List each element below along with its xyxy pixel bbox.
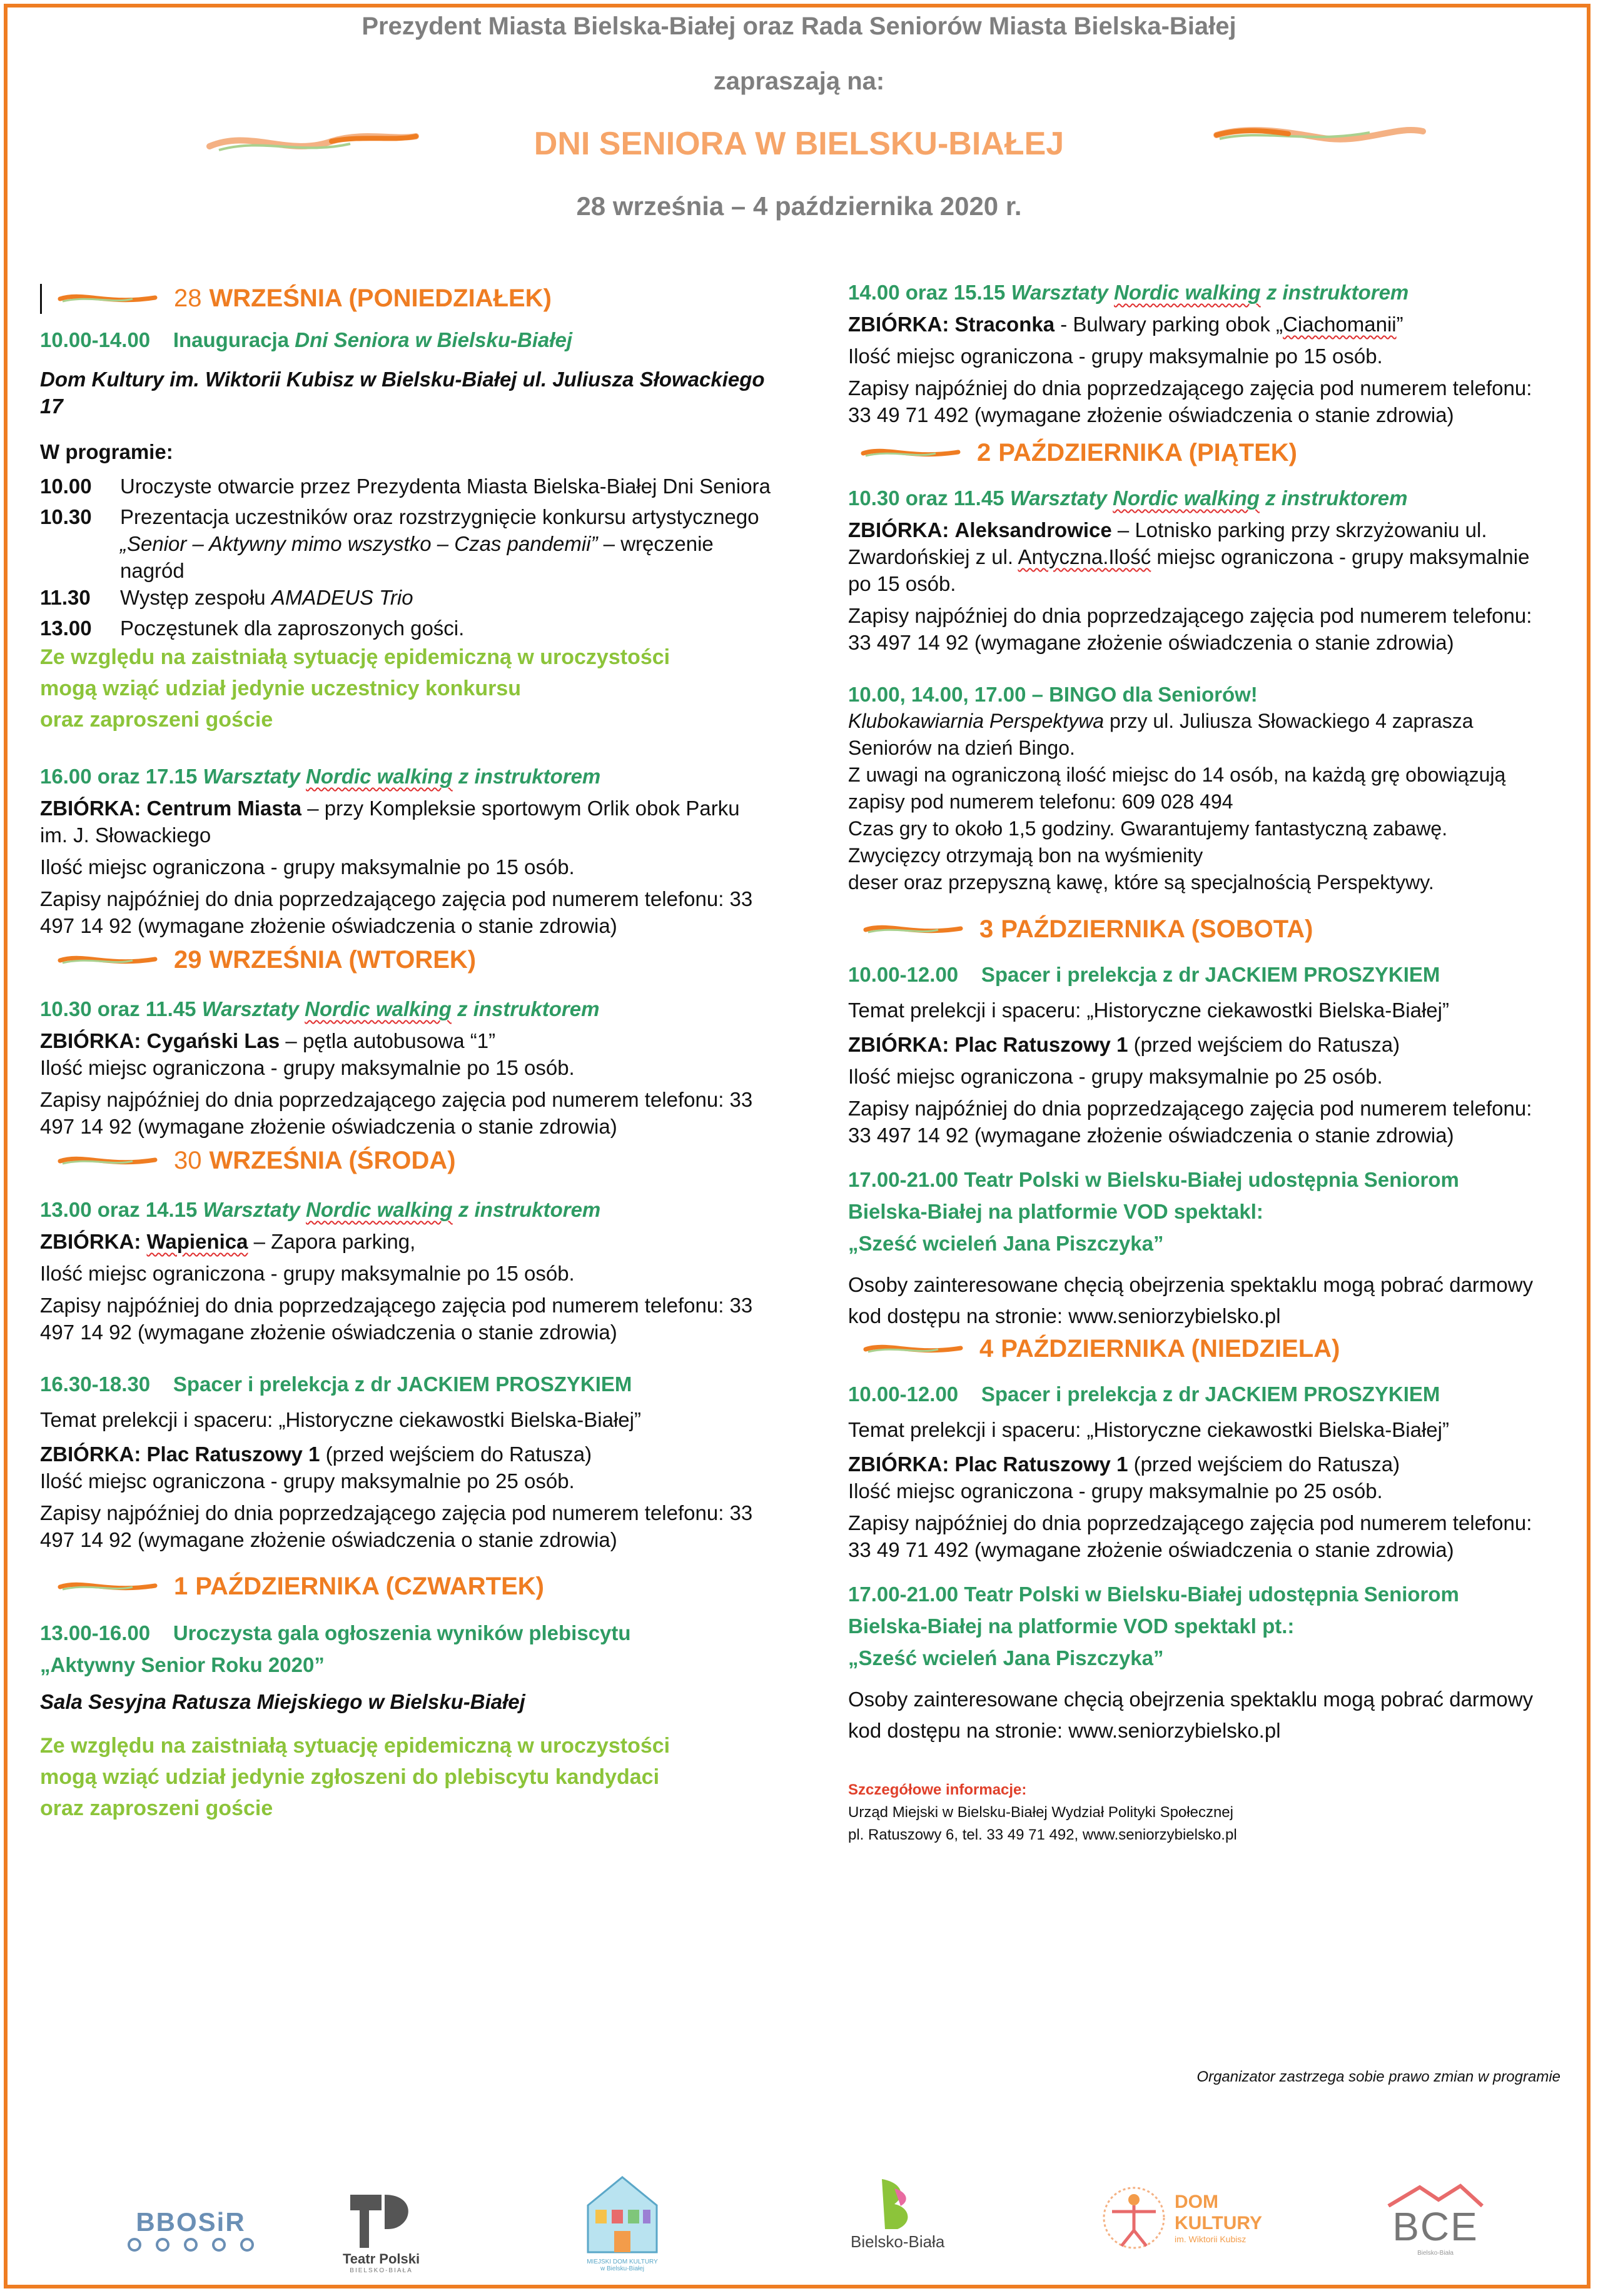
dom-kultury-figure-icon (1100, 2183, 1168, 2252)
day-number: 30 (174, 1147, 202, 1174)
meeting-label: ZBIÓRKA: (848, 313, 949, 336)
notice-line: mogą wziąć udział jedynie uczestnicy konkursu (40, 677, 522, 700)
meeting-label: ZBIÓRKA: (848, 518, 949, 541)
event-title-c: z instruktorem (1266, 281, 1409, 304)
event-time: 16.30-18.30 (40, 1372, 151, 1396)
swoosh-icon (861, 443, 961, 462)
event-title: Spacer i prelekcja z dr JACKIEM PROSZYKIEM (173, 1372, 632, 1396)
day-label: PAŹDZIERNIKA (CZWARTEK) (195, 1573, 544, 1600)
swoosh-left-decoration (206, 123, 419, 160)
details-line: pl. Ratuszowy 6, tel. 33 49 71 492, www.seniorzybielsko.pl (848, 1826, 1237, 1843)
left-column (40, 281, 772, 1824)
logo-dk-line1: DOM (1175, 2192, 1218, 2212)
bingo-text: Czas gry to około 1,5 godziny. Gwarantujemy fantastyczną zabawę. (848, 817, 1448, 840)
program-text: Uroczyste otwarcie przez Prezydenta Miasta Bielska-Białej Dni Seniora (120, 475, 771, 498)
header-line-1: Prezydent Miasta Bielska-Białej oraz Rada Seniorów Miasta Bielska-Białej (362, 13, 1236, 40)
logo-bbosir (125, 2207, 256, 2252)
signup-info: Zapisy najpóźniej do dnia poprzedzającego zajęcia pod numerem telefonu: 33 497 14 92 (wymagane złożenie oświadczenia o stanie zdrowia) (40, 1088, 753, 1138)
vod-title-line: Bielska-Białej na platformie VOD spektakl: (848, 1200, 1263, 1223)
event-title-a: Warsztaty (203, 765, 300, 788)
day-heading-1-oct (58, 1569, 772, 1603)
swoosh-icon (863, 1339, 963, 1358)
vod-title-line: Bielska-Białej na platformie VOD spektakl pt.: (848, 1614, 1295, 1638)
event-title-c: z instruktorem (457, 997, 600, 1020)
day-label: WRZEŚNIA (ŚRODA) (209, 1147, 456, 1174)
swoosh-icon (58, 1151, 158, 1170)
logo-bce (1382, 2182, 1489, 2257)
day-label: WRZEŚNIA (PONIEDZIAŁEK) (209, 284, 552, 312)
event-title-b: Nordic walking (306, 1198, 453, 1221)
meeting-label: ZBIÓRKA: Plac Ratuszowy 1 (40, 1443, 320, 1466)
places-limit: Ilość miejsc ograniczona - grupy maksymalnie po 15 osób. (40, 1262, 575, 1285)
logo-mdk-text: MIEJSKI DOM KULTURY (587, 2258, 658, 2265)
day-heading-3-oct (863, 912, 1555, 946)
notice-line: Ze względu na zaistniałą sytuację epidemiczną w uroczystości (40, 645, 670, 669)
notice-line: mogą wziąć udział jedynie zgłoszeni do plebiscytu kandydaci (40, 1765, 660, 1789)
day-label: PAŹDZIERNIKA (NIEDZIELA) (1001, 1335, 1340, 1362)
meeting-place: Wapienica (146, 1230, 248, 1253)
event-title-b: Nordic walking (305, 997, 452, 1020)
vod-title-line: „Sześć wcieleń Jana Piszczyka” (848, 1232, 1164, 1255)
meeting-details: (przed wejściem do Ratusza) (1128, 1033, 1400, 1056)
vod-info: Osoby zainteresowane chęcią obejrzenia spektaklu mogą pobrać darmowy kod dostępu na stronie: www.seniorzybielsko.pl (848, 1273, 1534, 1327)
program-text-a: Prezentacja uczestników oraz rozstrzygnięcie konkursu artystycznego (120, 505, 759, 528)
organizer-note: Organizator zastrzega sobie prawo zmian w programie (1196, 2068, 1560, 2085)
meeting-details: – Lotnisko parking przy skrzyżowaniu ul. Zwardońskiej z ul. (848, 518, 1487, 568)
day-label: WRZEŚNIA (WTOREK) (209, 946, 477, 974)
logo-dk-line3: im. Wiktorii Kubisz (1175, 2234, 1247, 2244)
signup-info: Zapisy najpóźniej do dnia poprzedzającego zajęcia pod numerem telefonu: 33 497 14 92 (wymagane złożenie oświadczenia o stanie zdrowia) (848, 1097, 1532, 1147)
event-title-b: Nordic walking (1114, 281, 1261, 304)
right-column (848, 279, 1555, 1846)
event-time: 10.00-12.00 (848, 1382, 959, 1406)
program-text-b: – wręczenie nagród (120, 532, 714, 582)
day-number: 1 (174, 1573, 188, 1600)
details-line: Urząd Miejski w Bielsku-Białej Wydział Polityki Społecznej (848, 1804, 1233, 1821)
notice-line: oraz zaproszeni goście (40, 708, 273, 732)
program-list (40, 473, 772, 642)
bingo-text: deser oraz przepyszną kawę, które są specjalnością Perspektywy. (848, 871, 1434, 894)
places-limit: Ilość miejsc ograniczona - grupy maksymalnie po 15 osób. (40, 1056, 575, 1079)
bingo-venue: Klubokawiarnia Perspektywa (848, 710, 1105, 732)
day-heading-4-oct (863, 1332, 1555, 1366)
program-text: Poczęstunek dla zaproszonych gości. (120, 617, 465, 640)
page-title: DNI SENIORA W BIELSKU-BIAŁEJ (534, 126, 1064, 162)
event-text: Inauguracja (173, 328, 290, 351)
event-title-c: z instruktorem (458, 765, 601, 788)
event-time: 10.30 oraz 11.45 (848, 486, 1004, 510)
logo-bce-text: BCE (1392, 2204, 1479, 2249)
event-title: Spacer i prelekcja z dr JACKIEM PROSZYKIEM (981, 963, 1440, 986)
program-time: 11.30 (40, 586, 91, 609)
signup-info: Zapisy najpóźniej do dnia poprzedzającego zajęcia pod numerem telefonu: 33 49 71 492 (wymagane złożenie oświadczenia o stanie zdrowia) (848, 1511, 1532, 1561)
program-time: 13.00 (40, 617, 92, 640)
logo-dom-kultury (1100, 2183, 1262, 2252)
program-text-a: Występ zespołu (120, 586, 271, 609)
event-time: 13.00 oraz 14.15 (40, 1198, 198, 1221)
event-title-c: z instruktorem (1265, 486, 1408, 510)
event-place: Dom Kultury im. Wiktorii Kubisz w Bielsku-Białej ul. Juliusza Słowackiego 17 (40, 368, 765, 418)
vod-info: Osoby zainteresowane chęcią obejrzenia spektaklu mogą pobrać darmowy kod dostępu na stronie: www.seniorzybielsko.pl (848, 1688, 1534, 1742)
day-number: 29 (174, 946, 202, 974)
event-title: Dni Seniora w Bielsku-Białej (295, 328, 573, 351)
places-limit: Ilość miejsc ograniczona - grupy maksymalnie po 25 osób. (40, 1469, 575, 1493)
event-time: 16.00 oraz 17.15 (40, 765, 198, 788)
day-heading-29 (58, 943, 772, 977)
logo-bielsko-text: Bielsko-Biała (851, 2232, 945, 2251)
day-heading-2-oct (861, 436, 1555, 470)
event-title: Uroczysta gala ogłoszenia wyników plebiscytu (173, 1621, 631, 1644)
places-limit: Ilość miejsc ograniczona - grupy maksymalnie po 15 osób. (40, 855, 575, 879)
meeting-label: ZBIÓRKA: Plac Ratuszowy 1 (848, 1453, 1128, 1476)
day-label: PAŹDZIERNIKA (PIĄTEK) (998, 439, 1298, 466)
event-time: 13.00-16.00 (40, 1621, 151, 1644)
day-number: 2 (977, 439, 991, 466)
meeting-label: ZBIÓRKA: (40, 797, 141, 820)
day-number: 28 (174, 284, 202, 312)
meeting-details: (przed wejściem do Ratusza) (1128, 1453, 1400, 1476)
bielsko-biala-icon (876, 2176, 919, 2232)
meeting-label: ZBIÓRKA: (40, 1230, 141, 1253)
day-heading-30 (58, 1144, 772, 1177)
meeting-details: - Bulwary parking obok „ (1054, 313, 1283, 336)
teatr-polski-icon (347, 2188, 416, 2251)
event-time: 10.00-12.00 (848, 963, 959, 986)
meeting-details-end: ” (1396, 313, 1403, 336)
signup-info: Zapisy najpóźniej do dnia poprzedzającego zajęcia pod numerem telefonu: 33 49 71 492 (wymagane złożenie oświadczenia o stanie zdrowia) (848, 376, 1532, 426)
meeting-details-street: Antyczna.Ilość (1018, 545, 1151, 568)
program-text-italic: „Senior – Aktywny mimo wszystko – Czas pandemii” (120, 532, 598, 555)
event-title-a: Warsztaty (1009, 486, 1107, 510)
meeting-details: – Zapora parking, (248, 1230, 416, 1253)
event-place: Sala Sesyjna Ratusza Miejskiego w Bielsku-Białej (40, 1690, 525, 1713)
signup-info: Zapisy najpóźniej do dnia poprzedzającego zajęcia pod numerem telefonu: 33 497 14 92 (wymagane złożenie oświadczenia o stanie zdrowia) (40, 887, 753, 937)
event-title-b: Nordic walking (1113, 486, 1260, 510)
vod-title-line: 17.00-21.00 Teatr Polski w Bielsku-Białej udostępnia Seniorom (848, 1583, 1459, 1606)
swoosh-icon (58, 289, 158, 308)
event-time: 14.00 oraz 15.15 (848, 281, 1006, 304)
vod-title-line: „Sześć wcieleń Jana Piszczyka” (848, 1646, 1164, 1669)
event-title-b: Nordic walking (306, 765, 453, 788)
event-time: 10.30 oraz 11.45 (40, 997, 196, 1020)
program-time: 10.30 (40, 505, 92, 528)
lecture-topic: Temat prelekcji i spaceru: „Historyczne ciekawostki Bielska-Białej” (848, 999, 1449, 1022)
lecture-topic: Temat prelekcji i spaceru: „Historyczne ciekawostki Bielska-Białej” (848, 1418, 1449, 1441)
swoosh-icon (863, 920, 963, 939)
logo-bbosir-text: BBOSiR (136, 2207, 246, 2237)
meeting-details: – pętla autobusowa “1” (280, 1029, 496, 1052)
meeting-place: Aleksandrowice (954, 518, 1112, 541)
program-text-italic: AMADEUS Trio (271, 586, 413, 609)
bingo-text: Z uwagi na ograniczoną ilość miejsc do 14 osób, na każdą grę obowiązują zapisy pod numerem telefonu: 609 028 494 (848, 763, 1506, 813)
details-label: Szczegółowe informacje: (848, 1781, 1027, 1798)
signup-info: Zapisy najpóźniej do dnia poprzedzającego zajęcia pod numerem telefonu: 33 497 14 92 (wymagane złożenie oświadczenia o stanie zdrowia) (40, 1501, 753, 1551)
program-time: 10.00 (40, 475, 92, 498)
places-limit: Ilość miejsc ograniczona - grupy maksymalnie po 15 osób. (848, 345, 1383, 368)
bingo-text: Zwycięzcy otrzymają bon na wyśmienity (848, 844, 1203, 867)
logo-teatr-text: Teatr Polski (343, 2251, 420, 2267)
day-heading-28 (58, 281, 772, 315)
header-dates: 28 września – 4 października 2020 r. (576, 191, 1022, 221)
event-title: Spacer i prelekcja z dr JACKIEM PROSZYKIEM (981, 1382, 1440, 1406)
meeting-place: Centrum Miasta (146, 797, 302, 820)
signup-info: Zapisy najpóźniej do dnia poprzedzającego zajęcia pod numerem telefonu: 33 497 14 92 (wymagane złożenie oświadczenia o stanie zdrowia) (848, 604, 1532, 654)
logo-teatr-sub: BIELSKO-BIAŁA (350, 2267, 413, 2274)
mdk-house-icon (582, 2171, 663, 2258)
event-title-a: Warsztaty (203, 1198, 300, 1221)
meeting-details: (przed wejściem do Ratusza) (320, 1443, 592, 1466)
notice-line: Ze względu na zaistniałą sytuację epidemiczną w uroczystości (40, 1734, 670, 1758)
places-limit: Ilość miejsc ograniczona - grupy maksymalnie po 25 osób. (848, 1065, 1383, 1088)
event-title-2: „Aktywny Senior Roku 2020” (40, 1653, 325, 1676)
meeting-details: – przy Kompleksie sportowym Orlik obok Parku im. J. Słowackiego (40, 797, 740, 847)
logo-mdk-sub: w Bielsku-Białej (600, 2265, 645, 2272)
logo-mdk (582, 2171, 663, 2272)
event-title-c: z instruktorem (458, 1198, 601, 1221)
day-number: 4 (979, 1335, 994, 1362)
event-title-a: Warsztaty (201, 997, 299, 1020)
swoosh-icon (58, 950, 158, 969)
bingo-text: przy ul. Juliusza Słowackiego 4 zaprasza Seniorów na dzień Bingo. (848, 710, 1474, 759)
swoosh-icon (58, 1577, 158, 1596)
header-line-2: zapraszają na: (713, 68, 885, 95)
event-title-a: Warsztaty (1011, 281, 1108, 304)
logo-teatr-polski (343, 2188, 420, 2274)
logo-dk-line2: KULTURY (1175, 2213, 1262, 2233)
day-number: 3 (979, 915, 994, 943)
logo-bielsko-biala (851, 2176, 944, 2252)
meeting-details-name: Ciachomanii (1283, 313, 1397, 336)
meeting-label: ZBIÓRKA: (40, 1029, 141, 1052)
places-limit: Ilość miejsc ograniczona - grupy maksymalnie po 25 osób. (848, 1479, 1383, 1503)
notice-line: oraz zaproszeni goście (40, 1796, 273, 1820)
meeting-place: Straconka (954, 313, 1055, 336)
meeting-place: Cygański Las (146, 1029, 280, 1052)
swoosh-right-decoration (1213, 116, 1426, 154)
bingo-title: 10.00, 14.00, 17.00 – BINGO dla Seniorów! (848, 683, 1258, 706)
logo-bce-sub: Bielsko-Biała (1417, 2250, 1454, 2257)
day-label: PAŹDZIERNIKA (SOBOTA) (1001, 915, 1313, 943)
program-text (120, 503, 772, 584)
event-time: 10.00-14.00 (40, 328, 151, 351)
meeting-details-end: miejsc ograniczona - grupy maksymalnie po 15 osób. (848, 545, 1530, 595)
program-text (120, 584, 772, 611)
logo-bbosir-rings (125, 2237, 256, 2252)
vod-title-line: 17.00-21.00 Teatr Polski w Bielsku-Białej udostępnia Seniorom (848, 1168, 1459, 1191)
signup-info: Zapisy najpóźniej do dnia poprzedzającego zajęcia pod numerem telefonu: 33 497 14 92 (wymagane złożenie oświadczenia o stanie zdrowia) (40, 1294, 753, 1344)
program-label: W programie: (40, 440, 173, 463)
lecture-topic: Temat prelekcji i spaceru: „Historyczne ciekawostki Bielska-Białej” (40, 1408, 641, 1431)
meeting-label: ZBIÓRKA: Plac Ratuszowy 1 (848, 1033, 1128, 1056)
